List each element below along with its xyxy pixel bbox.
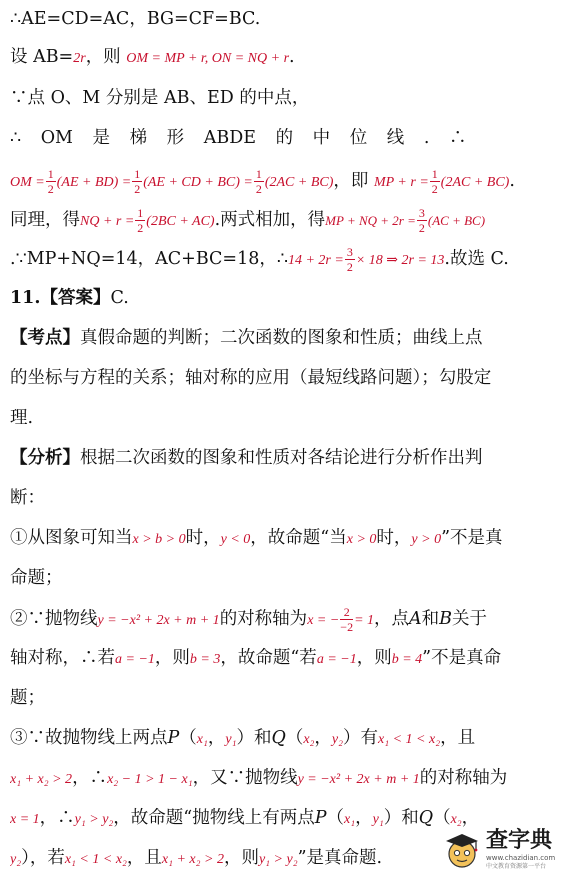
line-3-text: ∵点 O、M 分别是 AB、ED 的中点， <box>10 88 310 108</box>
site-logo <box>442 828 560 874</box>
answer-value: C. <box>110 288 129 308</box>
line-22-text-a: ），若 <box>21 848 65 868</box>
text-line-17 <box>10 641 555 675</box>
line-22-text-b: ，且 <box>126 848 162 868</box>
line-11-text: 理. <box>10 408 34 428</box>
math-x-eq-1: x = 1 <box>10 812 40 827</box>
text-line-20 <box>10 761 555 795</box>
text-line-9 <box>10 321 555 355</box>
text-line-12 <box>10 441 555 475</box>
math-2r-13: × 18 ⇒ 2r = 13 <box>355 253 445 268</box>
line-20-text-a: ，∴ <box>72 768 108 788</box>
fraction-three-half: $\frac{3}{2}$ <box>418 206 425 235</box>
math-a-neg1: a = −1 <box>115 652 155 667</box>
math-b-4: b = 4 <box>391 652 423 667</box>
math-y1: y₁ <box>225 732 237 747</box>
line-2-text-a: 设 AB= <box>10 47 74 67</box>
math-ae-cd-bc: (AE + CD + BC) = <box>143 175 253 190</box>
text-line-15 <box>10 561 555 595</box>
text-line-8 <box>10 281 555 315</box>
line-14-text-c: ，故命题“当 <box>250 528 347 548</box>
comma: ， <box>355 808 373 828</box>
line-5-text: ，即 <box>333 171 369 191</box>
point-p: P <box>314 808 327 828</box>
math-x2: x₂ <box>303 732 315 747</box>
line-19-text-d: ，且 <box>440 728 476 748</box>
comma: ， <box>314 728 332 748</box>
math-a-neg1-2: a = −1 <box>316 652 357 667</box>
point-q: Q <box>271 728 286 748</box>
logo-url: www.chazidian.com <box>486 854 556 862</box>
text-line-13 <box>10 481 555 515</box>
line-14-text-e: ”不是真 <box>441 528 503 548</box>
text-line-16 <box>10 599 555 639</box>
text-line-10 <box>10 361 555 395</box>
math-x1: x₁ <box>196 732 208 747</box>
topic-label: 【考点】 <box>10 328 80 348</box>
line-2-text-b: ，则 <box>85 47 121 67</box>
math-ac-bc: (AC + BC) <box>427 213 486 228</box>
math-x2-1-1-x1: x₂ − 1 > 1 − x₁ <box>107 772 193 787</box>
analysis-text: 根据二次函数的图象和性质对各结论进行分析作出判 <box>80 448 483 468</box>
logo-name: 查字典 <box>486 828 553 853</box>
text-line-5 <box>10 161 555 201</box>
point-b: B <box>439 609 453 629</box>
text-line-11 <box>10 401 555 435</box>
paren-open: （ <box>285 728 304 748</box>
line-21-text-c: ）和 <box>383 808 419 828</box>
math-y-lt-0: y < 0 <box>220 532 251 547</box>
line-16-text-b: 的对称轴为 <box>219 609 308 629</box>
math-om-eq: OM = <box>10 175 45 190</box>
line-14-text-d: 时， <box>376 528 412 548</box>
math-y-gt-0: y > 0 <box>411 532 442 547</box>
math-parabola-2: y = −x² + 2x + m + 1 <box>297 772 420 787</box>
math-2ac-bc: (2AC + BC) <box>264 175 334 190</box>
fraction-axis: $\frac{2}{-2}$ <box>340 605 354 634</box>
math-mp-r: MP + r = <box>373 175 429 190</box>
text-line-3 <box>10 81 555 115</box>
line-6-text-b: .两式相加，得 <box>214 210 326 230</box>
line-19-text-a: ③∵故抛物线上两点 <box>10 728 168 748</box>
line-15-text: 命题； <box>10 568 63 588</box>
math-nq-r: NQ + r = <box>80 214 135 229</box>
point-a: A <box>409 609 422 629</box>
line-20-text-c: 的对称轴为 <box>419 768 508 788</box>
line-22-text-c: ，则 <box>223 848 259 868</box>
math-14-2r: 14 + 2r = <box>287 253 344 268</box>
line-16-text-d: 和 <box>421 609 440 629</box>
math-x1-1-x2: x₁ < 1 < x₂ <box>64 852 127 867</box>
answer-label: 11.【答案】 <box>10 288 111 308</box>
line-5-end: . <box>509 171 515 191</box>
point-q: Q <box>418 808 434 828</box>
math-parabola: y = −x² + 2x + m + 1 <box>97 613 220 628</box>
fraction-three-half: $\frac{3}{2}$ <box>346 245 353 274</box>
line-21-text-b: ，故命题“抛物线上有两点 <box>113 808 315 828</box>
line-17-text-c: ，故命题“若 <box>220 648 317 668</box>
line-14-text-b: 时， <box>185 528 221 548</box>
math-x-gt-0: x > 0 <box>346 532 377 547</box>
line-19-text-b: ）和 <box>236 728 272 748</box>
math-x1-x2-gt-2: x₁ + x₂ > 2 <box>161 852 224 867</box>
fraction-one-half: $\frac{1}{2}$ <box>134 167 141 196</box>
math-sum: MP + NQ + 2r = <box>325 213 416 228</box>
math-2r: 2r <box>73 51 86 66</box>
text-line-18 <box>10 681 555 715</box>
text-line-14 <box>10 521 555 555</box>
math-x2: x₂ <box>450 812 462 827</box>
text-line-1 <box>10 2 555 36</box>
math-b-3: b = 3 <box>189 652 221 667</box>
line-6-text-a: 同理，得 <box>10 210 80 230</box>
math-x-b-0: x > b > 0 <box>132 532 186 547</box>
line-2-text-c: . <box>289 47 295 67</box>
math-y1-gt-y2: y₁ > y₂ <box>74 812 114 827</box>
line-7-text-b: .故选 C. <box>444 249 509 269</box>
math-y1-gt-y2: y₁ > y₂ <box>258 852 298 867</box>
line-20-text-b: ，又∵抛物线 <box>192 768 298 788</box>
math-x1-1-x2: x₁ < 1 < x₂ <box>378 732 441 747</box>
math-2ac-bc-2: (2AC + BC) <box>440 175 510 190</box>
fraction-one-half: $\frac{1}{2}$ <box>255 167 262 196</box>
math-om-on: OM = MP + r, ON = NQ + r <box>126 51 290 66</box>
line-18-text: 题； <box>10 688 45 708</box>
line-17-text-d: ，则 <box>356 648 392 668</box>
point-p: P <box>167 728 180 748</box>
line-16-text-a: ②∵抛物线 <box>10 609 98 629</box>
paren-open: （ <box>433 808 451 828</box>
math-axis-x: x = − <box>307 613 340 628</box>
line-14-text-a: ①从图象可知当 <box>10 528 133 548</box>
line-1-text: ∴AE=CD=AC，BG=CF=BC. <box>10 9 261 29</box>
comma: ， <box>207 728 226 748</box>
paren-open: （ <box>326 808 345 828</box>
math-x1: x₁ <box>344 812 356 827</box>
line-7-text-a: .∵MP+NQ=14，AC+BC=18，∴ <box>10 249 288 269</box>
graduation-cap-icon <box>442 830 482 870</box>
math-eq-1: = 1 <box>354 613 375 628</box>
line-22-text-d: ”是真命题. <box>297 848 383 868</box>
line-17-text-e: ”不是真命 <box>422 648 502 668</box>
comma: ， <box>461 808 480 828</box>
math-y1: y₁ <box>372 812 384 827</box>
math-y2: y₂ <box>331 732 344 747</box>
math-x1-x2-gt-2: x₁ + x₂ > 2 <box>10 772 73 787</box>
line-10-text: 的坐标与方程的关系；轴对称的应用（最短线路问题）；勾股定 <box>10 368 492 388</box>
text-line-7 <box>10 239 555 279</box>
line-4-text: ∴ OM 是 梯 形 ABDE 的 中 位 线 . ∴ <box>10 128 467 148</box>
math-ae-bd: (AE + BD) = <box>56 175 132 190</box>
line-17-text-a: 轴对称，∴若 <box>10 648 115 668</box>
text-line-19 <box>10 721 555 755</box>
line-16-text-c: ，点 <box>374 609 410 629</box>
line-19-text-c: ）有 <box>343 728 379 748</box>
text-line-6 <box>10 200 555 240</box>
line-13-text: 断： <box>10 488 45 508</box>
topic-text: 真假命题的判断；二次函数的图象和性质；曲线上点 <box>80 328 483 348</box>
logo-tagline: 中文教育资源第一平台 <box>486 863 547 870</box>
math-2bc-ac: (2BC + AC) <box>146 214 215 229</box>
fraction-one-half: $\frac{1}{2}$ <box>47 167 54 196</box>
analysis-label: 【分析】 <box>10 448 80 468</box>
text-line-2 <box>10 40 555 74</box>
line-17-text-b: ，则 <box>154 648 190 668</box>
line-16-text-e: 关于 <box>452 609 488 629</box>
line-21-text-a: ，∴ <box>39 808 75 828</box>
text-line-4 <box>10 121 555 155</box>
fraction-one-half: $\frac{1}{2}$ <box>137 206 144 235</box>
paren-open: （ <box>179 728 197 748</box>
fraction-one-half: $\frac{1}{2}$ <box>431 167 438 196</box>
text-line-22 <box>10 841 442 875</box>
math-y2: y₂ <box>10 852 22 867</box>
